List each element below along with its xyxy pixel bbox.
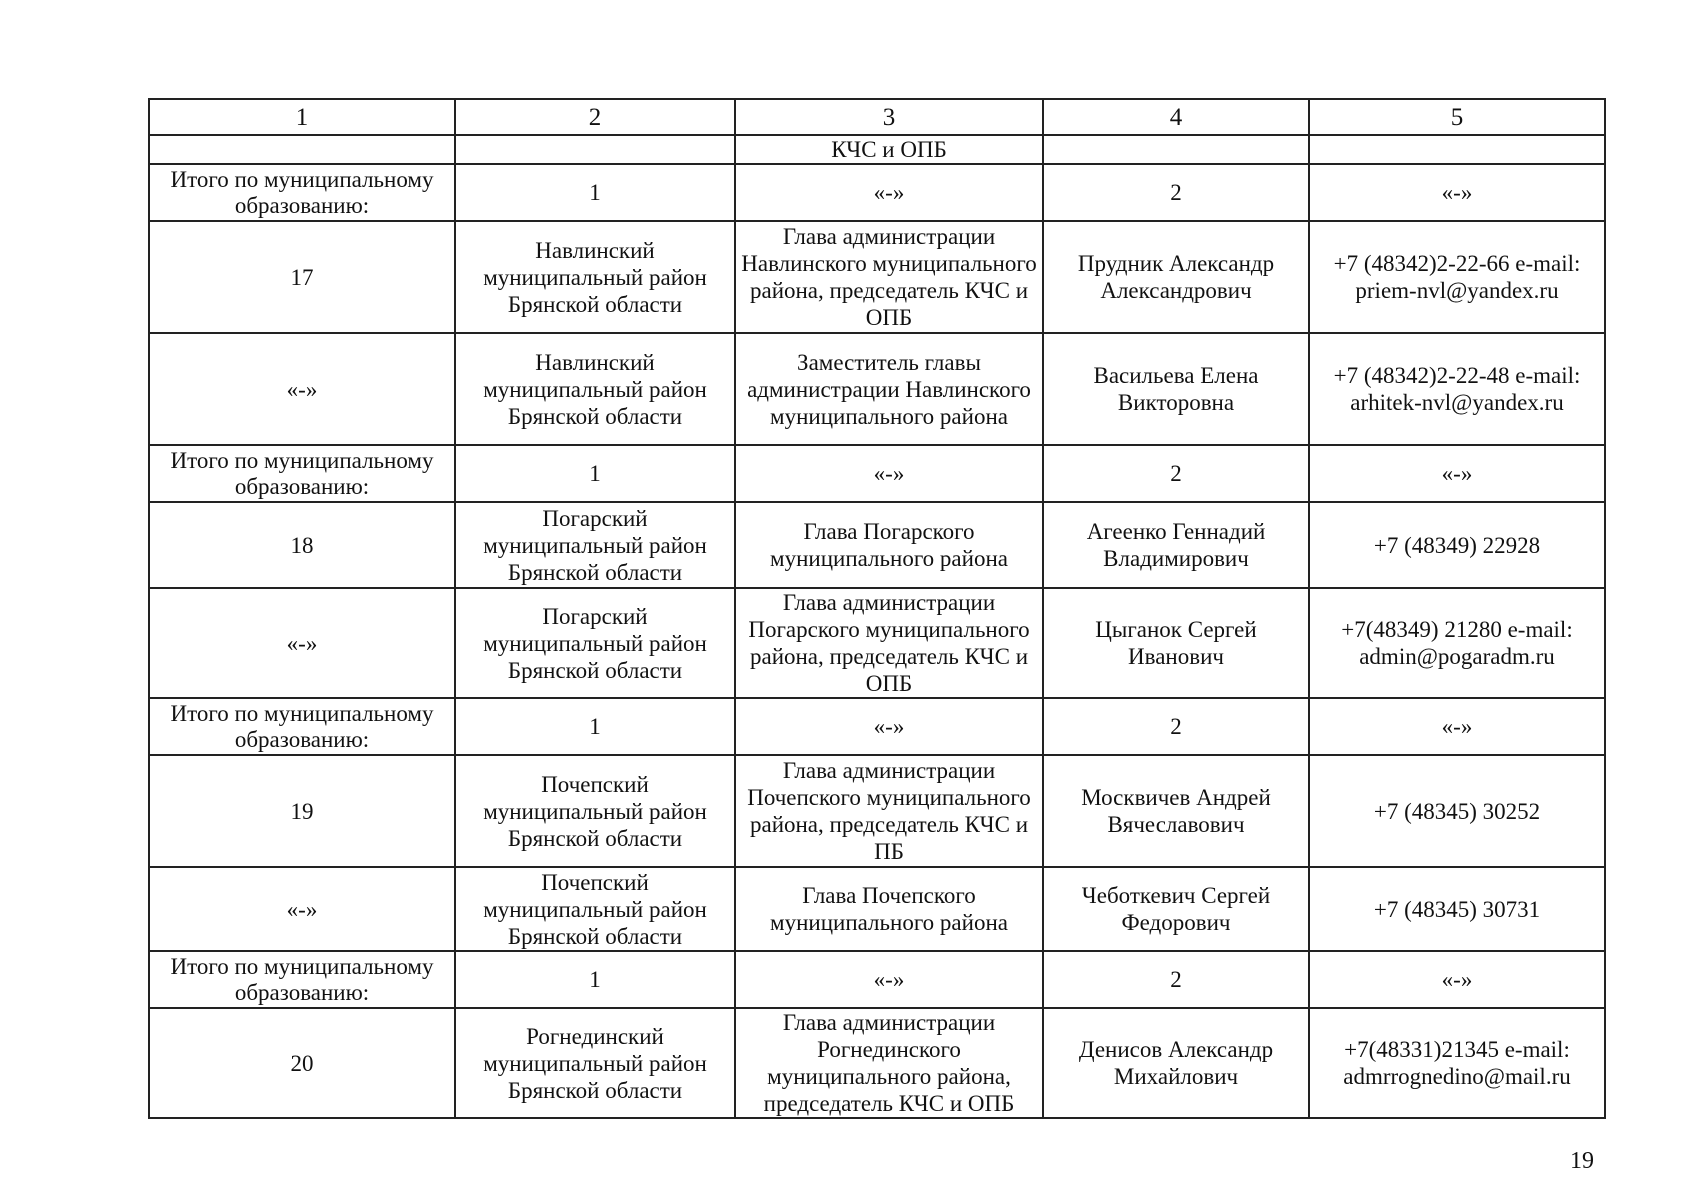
district-cell: Почепский муниципальный район Брянской области <box>455 867 735 951</box>
column-number-cell: 4 <box>1043 99 1309 135</box>
total-row <box>149 445 1605 502</box>
column-number-cell: 5 <box>1309 99 1605 135</box>
table-cell <box>1309 135 1605 164</box>
table-row <box>149 502 1605 588</box>
total-label-cell: Итого по муниципальному образованию: <box>149 445 455 502</box>
table-cell: 2 <box>1043 445 1309 502</box>
contact-cell: +7 (48349) 22928 <box>1309 502 1605 588</box>
position-cell: Глава Почепского муниципального района <box>735 867 1043 951</box>
table-cell: 1 <box>455 951 735 1008</box>
column-number-cell: 3 <box>735 99 1043 135</box>
table-cell: «-» <box>1309 164 1605 221</box>
table-row <box>149 221 1605 333</box>
row-number-cell: «-» <box>149 588 455 698</box>
total-row <box>149 164 1605 221</box>
row-number-cell: 20 <box>149 1008 455 1118</box>
table-row <box>149 1008 1605 1118</box>
table-cell: «-» <box>1309 698 1605 755</box>
table-cell: «-» <box>1309 445 1605 502</box>
total-row <box>149 951 1605 1008</box>
table-cell: «-» <box>735 164 1043 221</box>
table-cell: 2 <box>1043 951 1309 1008</box>
row-number-cell: «-» <box>149 867 455 951</box>
table-cell <box>1043 135 1309 164</box>
table-row <box>149 333 1605 445</box>
district-cell: Навлинский муниципальный район Брянской области <box>455 333 735 445</box>
person-name-cell: Денисов Александр Михайлович <box>1043 1008 1309 1118</box>
table-row <box>149 755 1605 867</box>
person-name-cell: Прудник Александр Александрович <box>1043 221 1309 333</box>
total-label-cell: Итого по муниципальному образованию: <box>149 164 455 221</box>
total-label-cell: Итого по муниципальному образованию: <box>149 698 455 755</box>
position-cell: Глава администрации Навлинского муниципального района, председатель КЧС и ОПБ <box>735 221 1043 333</box>
officials-table <box>148 98 1606 1119</box>
table-row <box>149 867 1605 951</box>
table-cell: «-» <box>735 951 1043 1008</box>
table-row <box>149 588 1605 698</box>
row-number-cell: 19 <box>149 755 455 867</box>
table-cell: 1 <box>455 698 735 755</box>
table-cell: «-» <box>735 698 1043 755</box>
position-cell: Глава администрации Почепского муниципального района, председатель КЧС и ПБ <box>735 755 1043 867</box>
continuation-row <box>149 135 1605 164</box>
contact-cell: +7 (48345) 30731 <box>1309 867 1605 951</box>
contact-cell: +7 (48345) 30252 <box>1309 755 1605 867</box>
person-name-cell: Чеботкевич Сергей Федорович <box>1043 867 1309 951</box>
position-cell: Глава администрации Погарского муниципального района, председатель КЧС и ОПБ <box>735 588 1043 698</box>
contact-cell: +7 (48342)2-22-66 e-mail: priem-nvl@yandex.ru <box>1309 221 1605 333</box>
position-cell: Глава Погарского муниципального района <box>735 502 1043 588</box>
page-number: 19 <box>1570 1148 1594 1174</box>
total-row <box>149 698 1605 755</box>
person-name-cell: Цыганок Сергей Иванович <box>1043 588 1309 698</box>
column-number-row <box>149 99 1605 135</box>
column-number-cell: 1 <box>149 99 455 135</box>
district-cell: Погарский муниципальный район Брянской области <box>455 588 735 698</box>
district-cell: Почепский муниципальный район Брянской области <box>455 755 735 867</box>
position-cell: Заместитель главы администрации Навлинского муниципального района <box>735 333 1043 445</box>
contact-cell: +7(48331)21345 e-mail: admrrognedino@mail.ru <box>1309 1008 1605 1118</box>
total-label-cell: Итого по муниципальному образованию: <box>149 951 455 1008</box>
table-cell <box>455 135 735 164</box>
table-cell <box>149 135 455 164</box>
table-cell: 2 <box>1043 164 1309 221</box>
table-cell: 1 <box>455 164 735 221</box>
table-cell: «-» <box>735 445 1043 502</box>
row-number-cell: «-» <box>149 333 455 445</box>
person-name-cell: Васильева Елена Викторовна <box>1043 333 1309 445</box>
row-number-cell: 17 <box>149 221 455 333</box>
district-cell: Навлинский муниципальный район Брянской области <box>455 221 735 333</box>
position-cell: Глава администрации Рогнединского муниципального района, председатель КЧС и ОПБ <box>735 1008 1043 1118</box>
contact-cell: +7 (48342)2-22-48 e-mail: arhitek-nvl@yandex.ru <box>1309 333 1605 445</box>
table-cell: 1 <box>455 445 735 502</box>
table-cell: 2 <box>1043 698 1309 755</box>
person-name-cell: Москвичев Андрей Вячеславович <box>1043 755 1309 867</box>
table-cell: «-» <box>1309 951 1605 1008</box>
column-number-cell: 2 <box>455 99 735 135</box>
row-number-cell: 18 <box>149 502 455 588</box>
contact-cell: +7(48349) 21280 e-mail: admin@pogaradm.ru <box>1309 588 1605 698</box>
district-cell: Погарский муниципальный район Брянской области <box>455 502 735 588</box>
person-name-cell: Агеенко Геннадий Владимирович <box>1043 502 1309 588</box>
district-cell: Рогнединский муниципальный район Брянской области <box>455 1008 735 1118</box>
table-cell: КЧС и ОПБ <box>735 135 1043 164</box>
